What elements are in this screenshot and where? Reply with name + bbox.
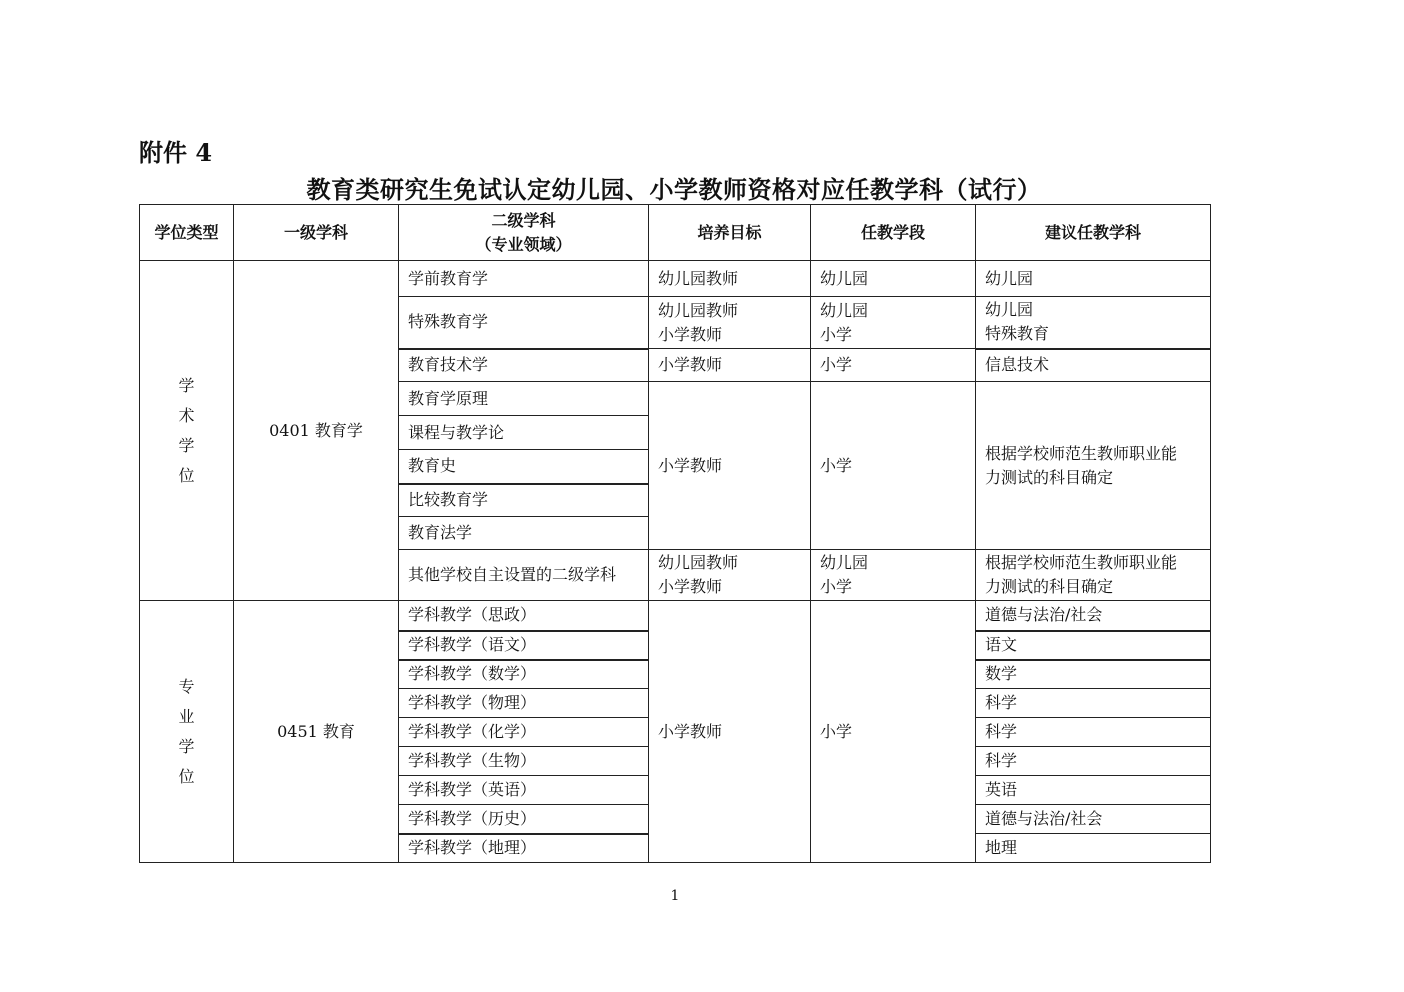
subject-cell: 幼儿园 <box>976 261 1211 297</box>
header-degree-type: 学位类型 <box>140 205 234 261</box>
header-subject: 建议任教学科 <box>976 205 1211 261</box>
header-stage: 任教学段 <box>811 205 976 261</box>
second-level-cell: 学科教学（语文） <box>399 631 649 660</box>
stage-cell: 幼儿园 小学 <box>811 297 976 349</box>
subject-cell: 科学 <box>976 718 1211 747</box>
second-level-cell: 学科教学（化学） <box>399 718 649 747</box>
second-level-cell: 学前教育学 <box>399 261 649 297</box>
stage-cell: 幼儿园 <box>811 261 976 297</box>
second-level-cell: 学科教学（生物） <box>399 747 649 776</box>
second-level-cell: 学科教学（物理） <box>399 689 649 718</box>
degree-type-professional: 专 业 学 位 <box>140 601 234 863</box>
header-first-level: 一级学科 <box>234 205 399 261</box>
subject-cell: 语文 <box>976 631 1211 660</box>
subject-cell: 道德与法治/社会 <box>976 601 1211 631</box>
second-level-cell: 学科教学（地理） <box>399 834 649 863</box>
stage-cell: 小学 <box>811 601 976 863</box>
subject-cell: 道德与法治/社会 <box>976 805 1211 834</box>
stage-cell: 小学 <box>811 349 976 382</box>
second-level-cell: 比较教育学 <box>399 484 649 517</box>
second-level-cell: 学科教学（历史） <box>399 805 649 834</box>
first-level-academic: 0401 教育学 <box>234 261 399 601</box>
subject-cell: 科学 <box>976 689 1211 718</box>
attachment-label: 附件 4 <box>139 138 213 167</box>
subject-cell: 英语 <box>976 776 1211 805</box>
subject-cell: 信息技术 <box>976 349 1211 382</box>
table-row <box>140 601 1211 631</box>
header-second-level-line1: 二级学科 <box>491 210 556 230</box>
header-goal: 培养目标 <box>649 205 811 261</box>
second-level-cell: 教育史 <box>399 450 649 484</box>
stage-cell: 小学 <box>811 382 976 550</box>
second-level-cell: 学科教学（数学） <box>399 660 649 689</box>
second-level-cell: 学科教学（思政） <box>399 601 649 631</box>
table-row <box>140 261 1211 297</box>
second-level-cell: 教育法学 <box>399 517 649 550</box>
stage-cell: 幼儿园 小学 <box>811 550 976 601</box>
subject-cell: 科学 <box>976 747 1211 776</box>
first-level-professional: 0451 教育 <box>234 601 399 863</box>
goal-cell: 小学教师 <box>649 382 811 550</box>
goal-cell: 小学教师 <box>649 349 811 382</box>
goal-cell: 幼儿园教师 <box>649 261 811 297</box>
second-level-cell: 学科教学（英语） <box>399 776 649 805</box>
subject-cell: 根据学校师范生教师职业能 力测试的科目确定 <box>976 382 1211 550</box>
header-row <box>140 205 1211 261</box>
goal-cell: 小学教师 <box>649 601 811 863</box>
goal-cell: 幼儿园教师 小学教师 <box>649 297 811 349</box>
document-title: 教育类研究生免试认定幼儿园、小学教师资格对应任教学科（试行） <box>306 175 1042 204</box>
second-level-cell: 教育学原理 <box>399 382 649 416</box>
subject-cell: 根据学校师范生教师职业能 力测试的科目确定 <box>976 550 1211 601</box>
subject-cell: 数学 <box>976 660 1211 689</box>
second-level-cell: 课程与教学论 <box>399 416 649 450</box>
second-level-cell: 教育技术学 <box>399 349 649 382</box>
header-second-level <box>399 205 649 261</box>
qualification-table <box>139 204 1211 863</box>
degree-type-academic: 学 术 学 位 <box>140 261 234 601</box>
page-number: 1 <box>670 888 680 904</box>
second-level-cell: 其他学校自主设置的二级学科 <box>399 550 649 601</box>
subject-cell: 地理 <box>976 834 1211 863</box>
header-second-level-line2: （专业领域） <box>475 234 572 254</box>
goal-cell: 幼儿园教师 小学教师 <box>649 550 811 601</box>
subject-cell: 幼儿园 特殊教育 <box>976 297 1211 349</box>
second-level-cell: 特殊教育学 <box>399 297 649 349</box>
